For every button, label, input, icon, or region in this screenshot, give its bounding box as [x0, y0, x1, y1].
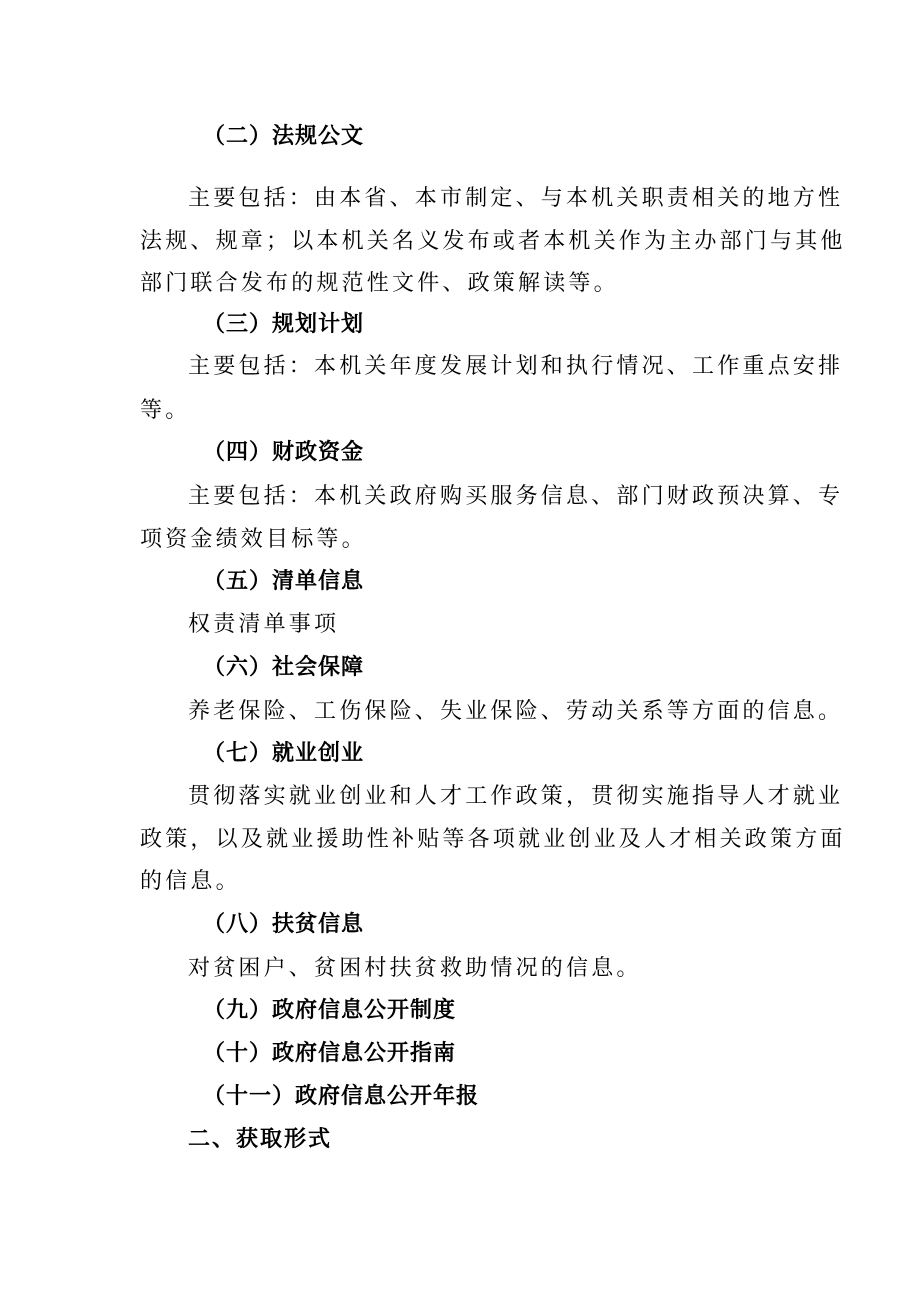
- section-7-body-line-3: 的信息。: [140, 869, 241, 894]
- section-heading-11: （十一）政府信息公开年报: [203, 1084, 480, 1109]
- section-7-body-line-2: 政策，以及就业援助性补贴等各项就业创业及人才相关政策方面: [140, 827, 846, 852]
- section-heading-6: （六）社会保障: [203, 655, 365, 680]
- section-4-body-line-2: 项资金绩效目标等。: [140, 527, 367, 552]
- section-3-body-line-1: 主要包括：本机关年度发展计划和执行情况、工作重点安排: [188, 354, 844, 379]
- section-7-body-line-1: 贯彻落实就业创业和人才工作政策，贯彻实施指导人才就业: [188, 784, 844, 809]
- section-heading-10: （十）政府信息公开指南: [203, 1041, 457, 1066]
- section-heading-8: （八）扶贫信息: [203, 912, 365, 937]
- section-heading-3: （三）规划计划: [203, 312, 365, 337]
- section-6-body-line-1: 养老保险、工伤保险、失业保险、劳动关系等方面的信息。: [188, 699, 844, 724]
- section-heading-2: （二）法规公文: [203, 124, 365, 149]
- section-3-body-line-2: 等。: [140, 398, 191, 423]
- section-2-body-line-1: 主要包括：由本省、本市制定、与本机关职责相关的地方性: [188, 186, 844, 211]
- section-4-body-line-1: 主要包括：本机关政府购买服务信息、部门财政预决算、专: [188, 484, 844, 509]
- section-5-body-line-1: 权责清单事项: [188, 612, 340, 637]
- section-2-body-line-2: 法规、规章；以本机关名义发布或者本机关作为主办部门与其他: [140, 229, 846, 254]
- section-2-body-line-3: 部门联合发布的规范性文件、政策解读等。: [140, 271, 619, 296]
- chapter-heading-2: 二、获取形式: [188, 1127, 333, 1152]
- section-8-body-line-1: 对贫困户、贫困村扶贫救助情况的信息。: [188, 956, 642, 981]
- section-heading-7: （七）就业创业: [203, 741, 365, 766]
- section-heading-9: （九）政府信息公开制度: [203, 998, 457, 1023]
- section-heading-4: （四）财政资金: [203, 440, 365, 465]
- section-heading-5: （五）清单信息: [203, 569, 365, 594]
